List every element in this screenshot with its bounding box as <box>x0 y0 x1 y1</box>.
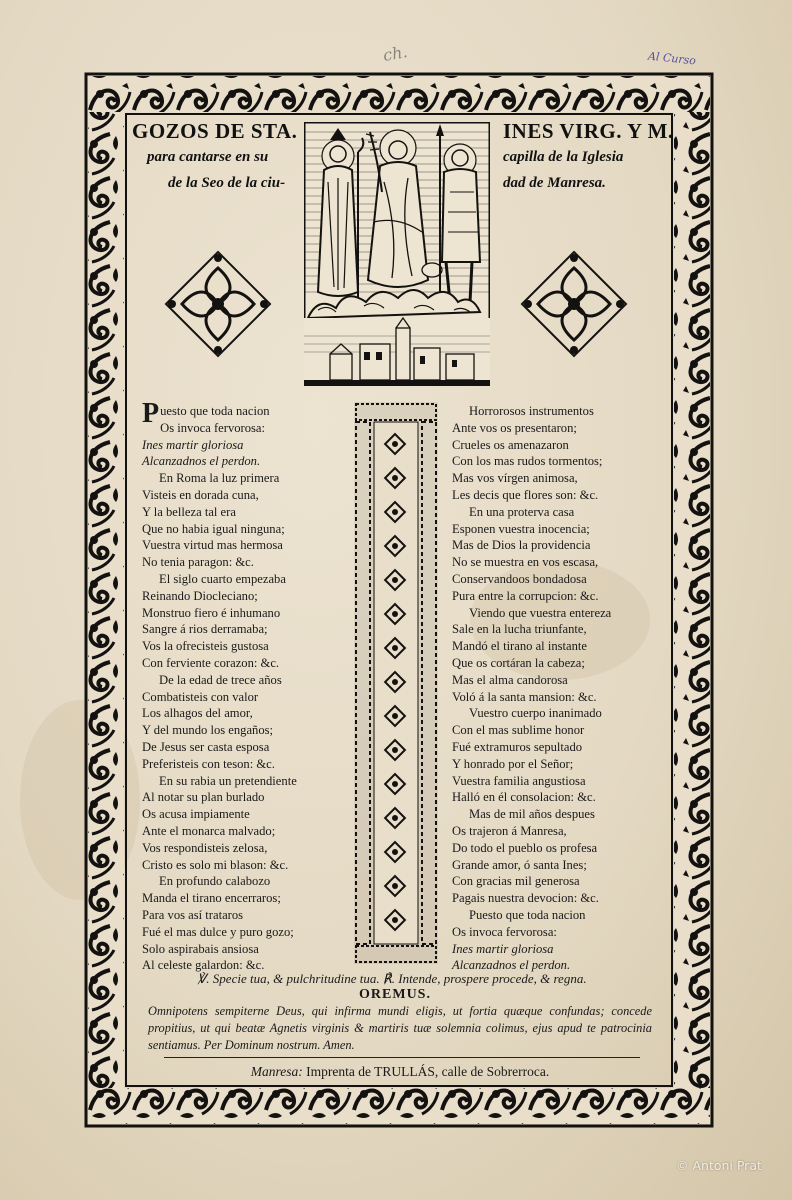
poem-line: Mandó el tirano al instante <box>452 639 587 654</box>
title-line3-left: de la Seo de la ciu- <box>168 175 286 191</box>
pencil-mark: ch. <box>381 42 409 65</box>
poem-line: Vuestro cuerpo inanimado <box>469 706 602 721</box>
poem-line: Mas vos vírgen animosa, <box>452 471 578 486</box>
printer-imprint <box>160 1064 640 1080</box>
imprint-place: Manresa: <box>250 1064 303 1079</box>
poem-line: Que no habia igual ninguna; <box>142 521 285 536</box>
poem-line: Con los mas rudos tormentos; <box>452 454 603 469</box>
poem-line: Vuestra familia angustiosa <box>452 773 586 788</box>
poem-line: Ante el monarca malvado; <box>142 823 276 838</box>
poem-line: Voló á la santa mansion: &c. <box>452 689 597 704</box>
poem-line: Sangre á rios derramaba; <box>142 622 268 637</box>
photo-credit: © Antoni Prat <box>676 1158 762 1173</box>
poem-line: Vuestra virtud mas hermosa <box>142 538 283 553</box>
poem-line: Combatisteis con valor <box>142 689 259 704</box>
poem-line-rest: uesto que toda nacion <box>160 404 270 418</box>
poem-line: Cristo es solo mi blason: &c. <box>142 857 289 872</box>
decorative-column <box>354 402 438 964</box>
poem-line: De Jesus ser casta esposa <box>142 739 270 754</box>
handwritten-note: Al Curso <box>647 49 697 68</box>
poem-line: Os invoca fervorosa: <box>160 420 266 435</box>
poem-line: Visteis en dorada cuna, <box>142 487 259 502</box>
poem-line: Halló en él consolacion: &c. <box>452 790 596 805</box>
poem-line: Mas el alma candorosa <box>452 672 568 687</box>
poem-line: Con el mas sublime honor <box>452 723 585 738</box>
poem-line: Y del mundo los engaños; <box>142 723 274 738</box>
poem-line: Que os cortáran la cabeza; <box>452 655 585 670</box>
title-line2-left: para cantarse en su <box>147 149 269 165</box>
diamond-ornament-right-icon <box>518 248 630 360</box>
poem-line: Mas de mil años despues <box>469 807 595 822</box>
poem-line: Alcanzadnos el perdon. <box>142 454 261 469</box>
poem-line: Reinando Diocleciano; <box>142 588 258 603</box>
poem-line: Preferisteis con teson: &c. <box>142 756 275 771</box>
poem-line: En su rabia un pretendiente <box>159 773 297 788</box>
poem-line: Viendo que vuestra entereza <box>469 605 612 620</box>
poem-line: El siglo cuarto empezaba <box>159 571 286 586</box>
divider-rule <box>164 1057 640 1058</box>
poem-line: Vos la ofrecisteis gustosa <box>142 639 269 654</box>
poem-line: Vos respondisteis zelosa, <box>142 840 268 855</box>
poem-line: Conservandoos bondadosa <box>452 571 587 586</box>
poem-line: En profundo calabozo <box>159 874 271 889</box>
poem-right-column <box>452 403 672 974</box>
poem-line: Os acusa impiamente <box>142 807 250 822</box>
poem-line: Esponen vuestra inocencia; <box>452 521 590 536</box>
poem-line: Solo aspirabais ansiosa <box>142 941 259 956</box>
poem-line: De la edad de trece años <box>159 672 282 687</box>
poem-line: En una proterva casa <box>469 504 575 519</box>
poem-line: Ines martir gloriosa <box>452 941 554 956</box>
title-line1-left: GOZOS DE STA. <box>132 119 298 143</box>
poem-line: Do todo el pueblo os profesa <box>452 840 598 855</box>
title-line1-right: INES VIRG. Y M. <box>503 119 674 143</box>
poem-line: Fué el mas dulce y puro gozo; <box>142 924 294 939</box>
poem-line: Les decis que flores son: &c. <box>452 487 599 502</box>
poem-line: Pagais nuestra devocion: &c. <box>452 891 599 906</box>
poem-line: Al notar su plan burlado <box>142 790 265 805</box>
poem-line: En Roma la luz primera <box>159 471 280 486</box>
poem-line: No se muestra en vos escasa, <box>452 555 599 570</box>
poem-line: Para vos así trataros <box>142 907 244 922</box>
poem-line: Monstruo fiero é inhumano <box>142 605 281 620</box>
poem-line: Con gracias mil generosa <box>452 874 580 889</box>
poem-line: Os trajeron á Manresa, <box>452 823 567 838</box>
poem-line: Los alhagos del amor, <box>142 706 253 721</box>
poem-line: Horrorosos instrumentos <box>469 404 594 418</box>
poem-line: Y la belleza tal era <box>142 504 236 519</box>
imprint-printer: Imprenta de TRULLÁS, calle de Sobrerroca. <box>306 1064 550 1079</box>
poem-line: Os invoca fervorosa: <box>452 924 557 939</box>
poem-line: Fué extramuros sepultado <box>452 739 583 754</box>
poem-line: Pura entre la corrupcion: &c. <box>452 588 599 603</box>
poem-line: Grande amor, ó santa Ines; <box>452 857 587 872</box>
poem-line: Al celeste galardon: &c. <box>142 958 265 973</box>
oremus-prayer: Omnipotens sempiterne Deus, qui infirma mundi eligis, ut fortia quæque confundas; concede propitius, ut qui beatæ Agnetis virginis & martiris tuæ solemnia colimus, ejus apud te patrocinia sentiamus. Per Dominum nostrum. Amen. <box>148 1004 652 1052</box>
saints-woodcut-icon <box>304 122 490 386</box>
versicle-response: ℣. Specie tua, & pulchritudine tua. ℟. Intende, prospere procede, & regna. <box>197 971 587 986</box>
poem-line: Ines martir gloriosa <box>142 437 244 452</box>
poem-left-column <box>142 398 354 974</box>
poem-line: Sale en la lucha triunfante, <box>452 622 587 637</box>
poem-line: Y honrado por el Señor; <box>452 756 574 771</box>
drop-cap: P <box>142 398 160 429</box>
poem-line: No tenia paragon: &c. <box>142 555 254 570</box>
diamond-ornament-left-icon <box>162 248 274 360</box>
poem-line: Ante vos os presentaron; <box>452 420 577 435</box>
title-line3-right: dad de Manresa. <box>503 175 606 191</box>
poem-line: Crueles os amenazaron <box>452 437 569 452</box>
oremus-heading: OREMUS. <box>359 987 431 1002</box>
poem-line: Puesto que toda nacion <box>469 907 586 922</box>
poem-line: Con ferviente corazon: &c. <box>142 655 280 670</box>
poem-line: Alcanzadnos el perdon. <box>452 958 571 973</box>
poem-line: Mas de Dios la providencia <box>452 538 591 553</box>
title-line2-right: capilla de la Iglesia <box>503 149 624 165</box>
poem-line: Manda el tirano encerraros; <box>142 891 281 906</box>
